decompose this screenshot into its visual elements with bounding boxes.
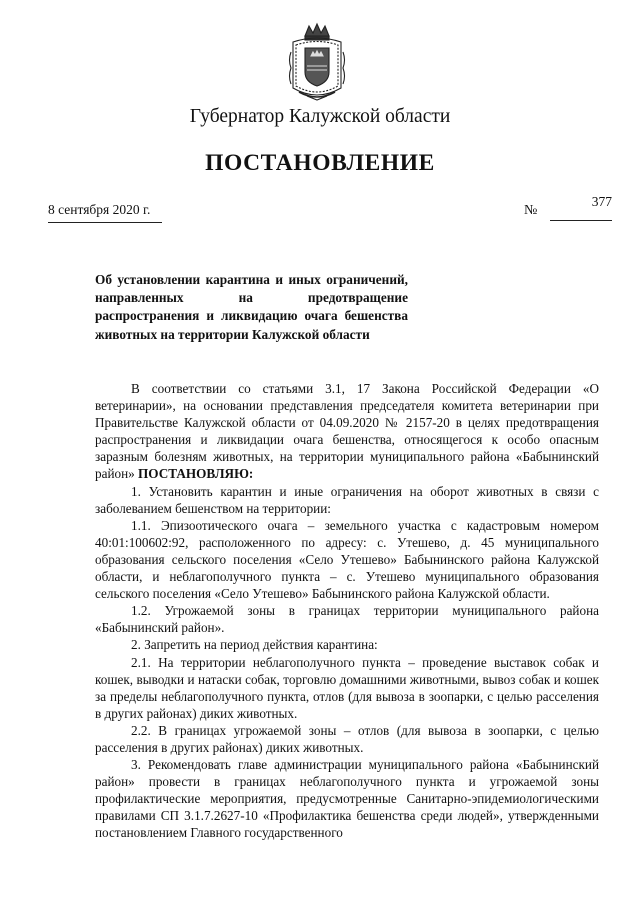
clause-1-2: 1.2. Угрожаемой зоны в границах территории муниципального района «Бабынинский район». [95, 603, 599, 636]
document-subject: Об установлении карантина и иных ограничений, направленных на предотвращение распространения и ликвидацию очага бешенства животных на территории Калужской области [95, 272, 408, 342]
preamble-text: В соответствии со статьями 3.1, 17 Закона Российской Федерации «О ветеринарии», на основании представления председателя комитета ветеринарии при Правительстве Калужской области от 04.09.2020 № 2157-20 в целях предотвращения распространения и ликвидации очага бешенства, относящегося к особо опасным заразным болезням животных, на территории муниципального района «Бабынинский район» [95, 381, 599, 482]
preamble-paragraph [95, 380, 599, 483]
resolve-word: ПОСТАНОВЛЯЮ: [138, 466, 254, 482]
clause-2-2: 2.2. В границах угрожаемой зоны – отлов (для вывоза в зоопарки, с целью расселения в других районах) диких животных. [95, 722, 599, 755]
authority-title: Губернатор Калужской области [189, 106, 451, 127]
document-body [95, 380, 599, 842]
coat-of-arms-icon [287, 22, 347, 104]
number-sign: № [524, 203, 538, 218]
document-type: ПОСТАНОВЛЕНИЕ [205, 150, 435, 176]
document-number: 377 [550, 194, 612, 221]
clause-2-1: 2.1. На территории неблагополучного пункта – проведение выставок собак и кошек, выводки и натаски собак, торговлю домашними животными, вывоз собак и кошек за пределы неблагополучного пункта, отлов (для вывоза в зоопарки, с целью расселения в других районах) диких животных. [95, 654, 599, 721]
document-date: 8 сентября 2020 г. [48, 202, 162, 223]
clause-3: 3. Рекомендовать главе администрации муниципального района «Бабынинский район» провести в границах неблагополучного пункта и угрожаемой зоны профилактические мероприятия, предусмотренные Санитарно-эпидемиологическими правилами СП 3.1.7.2627-10 «Профилактика бешенства среди людей», утвержденными постановлением Главного государственного [95, 757, 599, 841]
clause-1: 1. Установить карантин и иные ограничения на оборот животных в связи с заболеванием бешенством на территории: [95, 483, 599, 516]
clause-2: 2. Запретить на период действия карантина: [131, 637, 378, 653]
clause-1-1: 1.1. Эпизоотического очага – земельного участка с кадастровым номером 40:01:100602:92, расположенного по адресу: с. Утешево, д. 45 муниципального образования сельского поселения «Село Утешево» Бабынинского района Калужской области, и неблагополучного пункта – с. Утешево муниципального образования сельского поселения «Село Утешево» Бабынинского района Калужской области. [95, 517, 599, 602]
